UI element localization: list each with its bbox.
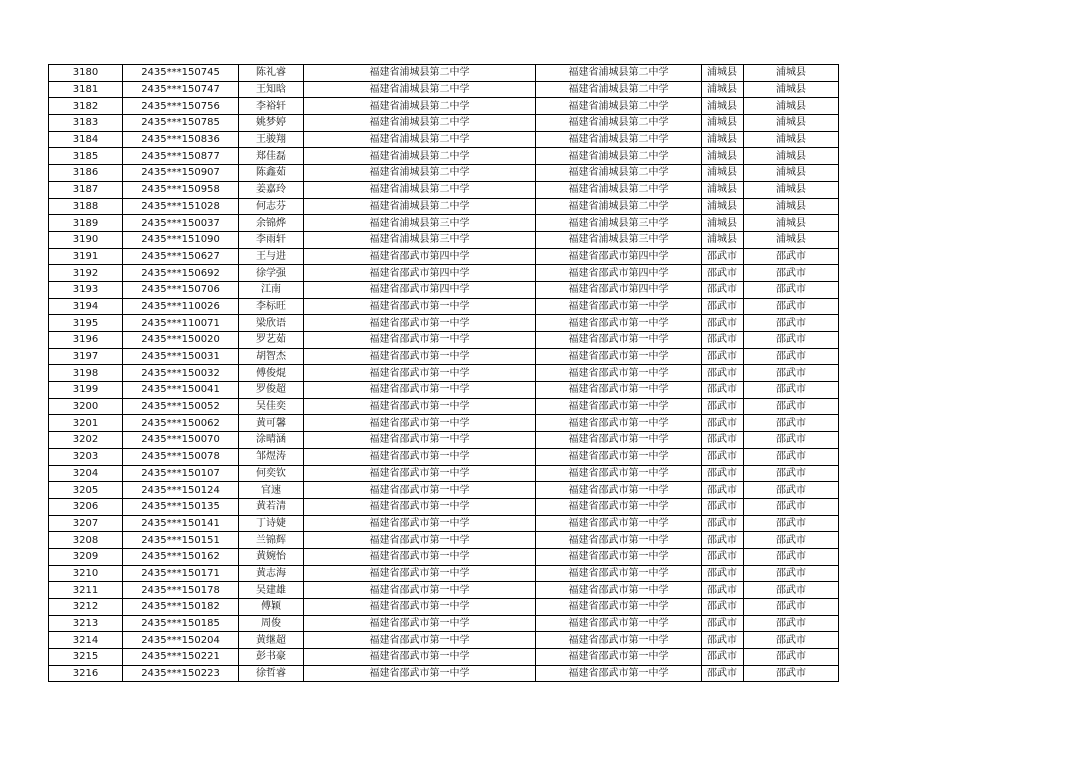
serial-number-cell: 3197 bbox=[49, 348, 123, 365]
county-cell: 邵武市 bbox=[702, 332, 744, 349]
student-name-cell: 彭书豪 bbox=[239, 649, 304, 666]
county-secondary-cell: 浦城县 bbox=[744, 165, 839, 182]
candidate-id-cell: 2435***150221 bbox=[123, 649, 239, 666]
school-cell: 福建省浦城县第二中学 bbox=[304, 131, 536, 148]
graduating-school-cell: 福建省邵武市第一中学 bbox=[536, 515, 702, 532]
serial-number-cell: 3200 bbox=[49, 398, 123, 415]
county-secondary-cell: 邵武市 bbox=[744, 465, 839, 482]
student-name-cell: 陈礼睿 bbox=[239, 65, 304, 82]
candidate-id-cell: 2435***110026 bbox=[123, 298, 239, 315]
candidate-id-cell: 2435***151090 bbox=[123, 231, 239, 248]
table-row bbox=[49, 615, 839, 632]
student-name-cell: 罗艺茹 bbox=[239, 332, 304, 349]
student-name-cell: 黄若清 bbox=[239, 498, 304, 515]
county-cell: 浦城县 bbox=[702, 198, 744, 215]
school-cell: 福建省浦城县第二中学 bbox=[304, 181, 536, 198]
county-cell: 浦城县 bbox=[702, 231, 744, 248]
county-cell: 邵武市 bbox=[702, 382, 744, 399]
candidate-id-cell: 2435***150223 bbox=[123, 665, 239, 682]
table-row bbox=[49, 181, 839, 198]
candidate-id-cell: 2435***150141 bbox=[123, 515, 239, 532]
table-row bbox=[49, 298, 839, 315]
student-name-cell: 何奕钦 bbox=[239, 465, 304, 482]
candidate-id-cell: 2435***150706 bbox=[123, 281, 239, 298]
table-row bbox=[49, 148, 839, 165]
graduating-school-cell: 福建省邵武市第一中学 bbox=[536, 465, 702, 482]
candidate-id-cell: 2435***150204 bbox=[123, 632, 239, 649]
table-row bbox=[49, 482, 839, 499]
student-name-cell: 涂晴涵 bbox=[239, 432, 304, 449]
graduating-school-cell: 福建省邵武市第一中学 bbox=[536, 649, 702, 666]
student-name-cell: 王知晗 bbox=[239, 81, 304, 98]
county-secondary-cell: 邵武市 bbox=[744, 532, 839, 549]
candidate-id-cell: 2435***150062 bbox=[123, 415, 239, 432]
candidate-id-cell: 2435***110071 bbox=[123, 315, 239, 332]
candidate-id-cell: 2435***151028 bbox=[123, 198, 239, 215]
results-table bbox=[48, 64, 839, 682]
school-cell: 福建省邵武市第一中学 bbox=[304, 398, 536, 415]
school-cell: 福建省邵武市第一中学 bbox=[304, 365, 536, 382]
table-row bbox=[49, 448, 839, 465]
student-name-cell: 李裕轩 bbox=[239, 98, 304, 115]
county-cell: 浦城县 bbox=[702, 215, 744, 232]
county-cell: 邵武市 bbox=[702, 315, 744, 332]
graduating-school-cell: 福建省邵武市第一中学 bbox=[536, 415, 702, 432]
student-name-cell: 吴建雄 bbox=[239, 582, 304, 599]
school-cell: 福建省邵武市第一中学 bbox=[304, 532, 536, 549]
graduating-school-cell: 福建省邵武市第一中学 bbox=[536, 482, 702, 499]
school-cell: 福建省邵武市第一中学 bbox=[304, 298, 536, 315]
table-row bbox=[49, 332, 839, 349]
graduating-school-cell: 福建省邵武市第一中学 bbox=[536, 632, 702, 649]
graduating-school-cell: 福建省邵武市第一中学 bbox=[536, 665, 702, 682]
school-cell: 福建省邵武市第四中学 bbox=[304, 281, 536, 298]
county-secondary-cell: 浦城县 bbox=[744, 181, 839, 198]
school-cell: 福建省浦城县第二中学 bbox=[304, 81, 536, 98]
county-cell: 邵武市 bbox=[702, 649, 744, 666]
serial-number-cell: 3199 bbox=[49, 382, 123, 399]
serial-number-cell: 3202 bbox=[49, 432, 123, 449]
student-name-cell: 姜嘉玲 bbox=[239, 181, 304, 198]
graduating-school-cell: 福建省邵武市第一中学 bbox=[536, 565, 702, 582]
table-row bbox=[49, 665, 839, 682]
school-cell: 福建省邵武市第一中学 bbox=[304, 382, 536, 399]
county-secondary-cell: 邵武市 bbox=[744, 615, 839, 632]
school-cell: 福建省邵武市第四中学 bbox=[304, 265, 536, 282]
school-cell: 福建省邵武市第一中学 bbox=[304, 332, 536, 349]
graduating-school-cell: 福建省浦城县第二中学 bbox=[536, 148, 702, 165]
student-name-cell: 李雨轩 bbox=[239, 231, 304, 248]
county-secondary-cell: 浦城县 bbox=[744, 231, 839, 248]
student-name-cell: 梁欣语 bbox=[239, 315, 304, 332]
candidate-id-cell: 2435***150836 bbox=[123, 131, 239, 148]
county-cell: 邵武市 bbox=[702, 548, 744, 565]
graduating-school-cell: 福建省邵武市第一中学 bbox=[536, 332, 702, 349]
school-cell: 福建省邵武市第一中学 bbox=[304, 482, 536, 499]
county-secondary-cell: 邵武市 bbox=[744, 515, 839, 532]
candidate-id-cell: 2435***150037 bbox=[123, 215, 239, 232]
candidate-id-cell: 2435***150745 bbox=[123, 65, 239, 82]
county-cell: 邵武市 bbox=[702, 632, 744, 649]
school-cell: 福建省邵武市第一中学 bbox=[304, 548, 536, 565]
table-row bbox=[49, 65, 839, 82]
serial-number-cell: 3216 bbox=[49, 665, 123, 682]
student-name-cell: 官速 bbox=[239, 482, 304, 499]
candidate-id-cell: 2435***150078 bbox=[123, 448, 239, 465]
county-secondary-cell: 浦城县 bbox=[744, 115, 839, 132]
student-name-cell: 徐学强 bbox=[239, 265, 304, 282]
serial-number-cell: 3188 bbox=[49, 198, 123, 215]
student-name-cell: 何志芬 bbox=[239, 198, 304, 215]
student-name-cell: 傅颖 bbox=[239, 599, 304, 616]
table-row bbox=[49, 532, 839, 549]
serial-number-cell: 3205 bbox=[49, 482, 123, 499]
school-cell: 福建省邵武市第一中学 bbox=[304, 565, 536, 582]
table-row bbox=[49, 248, 839, 265]
candidate-id-cell: 2435***150185 bbox=[123, 615, 239, 632]
county-secondary-cell: 邵武市 bbox=[744, 265, 839, 282]
student-name-cell: 邹煜涛 bbox=[239, 448, 304, 465]
county-cell: 浦城县 bbox=[702, 165, 744, 182]
student-name-cell: 黄志海 bbox=[239, 565, 304, 582]
school-cell: 福建省邵武市第一中学 bbox=[304, 665, 536, 682]
table-row bbox=[49, 432, 839, 449]
candidate-id-cell: 2435***150031 bbox=[123, 348, 239, 365]
candidate-id-cell: 2435***150692 bbox=[123, 265, 239, 282]
county-secondary-cell: 邵武市 bbox=[744, 365, 839, 382]
graduating-school-cell: 福建省浦城县第二中学 bbox=[536, 181, 702, 198]
graduating-school-cell: 福建省邵武市第一中学 bbox=[536, 615, 702, 632]
county-secondary-cell: 邵武市 bbox=[744, 482, 839, 499]
table-row bbox=[49, 165, 839, 182]
county-secondary-cell: 邵武市 bbox=[744, 498, 839, 515]
table-row bbox=[49, 81, 839, 98]
table-row bbox=[49, 315, 839, 332]
school-cell: 福建省邵武市第一中学 bbox=[304, 615, 536, 632]
table-row bbox=[49, 98, 839, 115]
candidate-id-cell: 2435***150135 bbox=[123, 498, 239, 515]
graduating-school-cell: 福建省邵武市第一中学 bbox=[536, 532, 702, 549]
county-secondary-cell: 邵武市 bbox=[744, 448, 839, 465]
county-secondary-cell: 浦城县 bbox=[744, 198, 839, 215]
county-secondary-cell: 邵武市 bbox=[744, 548, 839, 565]
school-cell: 福建省邵武市第一中学 bbox=[304, 515, 536, 532]
graduating-school-cell: 福建省邵武市第一中学 bbox=[536, 599, 702, 616]
county-secondary-cell: 邵武市 bbox=[744, 432, 839, 449]
graduating-school-cell: 福建省浦城县第二中学 bbox=[536, 65, 702, 82]
graduating-school-cell: 福建省邵武市第一中学 bbox=[536, 348, 702, 365]
student-name-cell: 傅俊焜 bbox=[239, 365, 304, 382]
serial-number-cell: 3184 bbox=[49, 131, 123, 148]
school-cell: 福建省邵武市第一中学 bbox=[304, 582, 536, 599]
student-name-cell: 兰锦辉 bbox=[239, 532, 304, 549]
serial-number-cell: 3198 bbox=[49, 365, 123, 382]
county-secondary-cell: 邵武市 bbox=[744, 398, 839, 415]
county-cell: 邵武市 bbox=[702, 665, 744, 682]
school-cell: 福建省邵武市第一中学 bbox=[304, 315, 536, 332]
county-secondary-cell: 浦城县 bbox=[744, 148, 839, 165]
serial-number-cell: 3180 bbox=[49, 65, 123, 82]
school-cell: 福建省浦城县第二中学 bbox=[304, 165, 536, 182]
graduating-school-cell: 福建省邵武市第一中学 bbox=[536, 432, 702, 449]
county-secondary-cell: 浦城县 bbox=[744, 65, 839, 82]
county-cell: 邵武市 bbox=[702, 465, 744, 482]
county-cell: 邵武市 bbox=[702, 615, 744, 632]
graduating-school-cell: 福建省浦城县第二中学 bbox=[536, 115, 702, 132]
serial-number-cell: 3201 bbox=[49, 415, 123, 432]
graduating-school-cell: 福建省邵武市第一中学 bbox=[536, 582, 702, 599]
student-name-cell: 江南 bbox=[239, 281, 304, 298]
county-cell: 邵武市 bbox=[702, 432, 744, 449]
county-cell: 邵武市 bbox=[702, 348, 744, 365]
county-secondary-cell: 邵武市 bbox=[744, 298, 839, 315]
graduating-school-cell: 福建省邵武市第一中学 bbox=[536, 382, 702, 399]
county-secondary-cell: 邵武市 bbox=[744, 382, 839, 399]
serial-number-cell: 3203 bbox=[49, 448, 123, 465]
serial-number-cell: 3208 bbox=[49, 532, 123, 549]
graduating-school-cell: 福建省邵武市第一中学 bbox=[536, 298, 702, 315]
school-cell: 福建省邵武市第一中学 bbox=[304, 599, 536, 616]
student-name-cell: 王骏翔 bbox=[239, 131, 304, 148]
table-row bbox=[49, 115, 839, 132]
school-cell: 福建省浦城县第二中学 bbox=[304, 148, 536, 165]
table-row bbox=[49, 415, 839, 432]
student-name-cell: 胡智杰 bbox=[239, 348, 304, 365]
serial-number-cell: 3185 bbox=[49, 148, 123, 165]
school-cell: 福建省邵武市第一中学 bbox=[304, 649, 536, 666]
county-secondary-cell: 浦城县 bbox=[744, 215, 839, 232]
school-cell: 福建省邵武市第四中学 bbox=[304, 248, 536, 265]
county-secondary-cell: 邵武市 bbox=[744, 332, 839, 349]
table-row bbox=[49, 582, 839, 599]
serial-number-cell: 3195 bbox=[49, 315, 123, 332]
county-cell: 邵武市 bbox=[702, 482, 744, 499]
table-row bbox=[49, 565, 839, 582]
county-cell: 邵武市 bbox=[702, 298, 744, 315]
candidate-id-cell: 2435***150052 bbox=[123, 398, 239, 415]
county-cell: 邵武市 bbox=[702, 448, 744, 465]
serial-number-cell: 3204 bbox=[49, 465, 123, 482]
candidate-id-cell: 2435***150182 bbox=[123, 599, 239, 616]
student-name-cell: 黄继超 bbox=[239, 632, 304, 649]
table-row bbox=[49, 548, 839, 565]
serial-number-cell: 3196 bbox=[49, 332, 123, 349]
serial-number-cell: 3193 bbox=[49, 281, 123, 298]
graduating-school-cell: 福建省邵武市第四中学 bbox=[536, 281, 702, 298]
school-cell: 福建省浦城县第三中学 bbox=[304, 231, 536, 248]
table-row bbox=[49, 198, 839, 215]
student-name-cell: 徐哲睿 bbox=[239, 665, 304, 682]
table-row bbox=[49, 498, 839, 515]
school-cell: 福建省邵武市第一中学 bbox=[304, 432, 536, 449]
graduating-school-cell: 福建省浦城县第二中学 bbox=[536, 198, 702, 215]
candidate-id-cell: 2435***150785 bbox=[123, 115, 239, 132]
table-row bbox=[49, 465, 839, 482]
graduating-school-cell: 福建省邵武市第一中学 bbox=[536, 398, 702, 415]
school-cell: 福建省邵武市第一中学 bbox=[304, 415, 536, 432]
county-secondary-cell: 邵武市 bbox=[744, 665, 839, 682]
student-name-cell: 罗俊超 bbox=[239, 382, 304, 399]
table-row bbox=[49, 348, 839, 365]
county-cell: 邵武市 bbox=[702, 532, 744, 549]
student-name-cell: 黄婉怡 bbox=[239, 548, 304, 565]
serial-number-cell: 3191 bbox=[49, 248, 123, 265]
county-secondary-cell: 浦城县 bbox=[744, 131, 839, 148]
table-row bbox=[49, 649, 839, 666]
county-cell: 浦城县 bbox=[702, 65, 744, 82]
county-cell: 邵武市 bbox=[702, 582, 744, 599]
school-cell: 福建省邵武市第一中学 bbox=[304, 348, 536, 365]
county-cell: 邵武市 bbox=[702, 398, 744, 415]
graduating-school-cell: 福建省邵武市第四中学 bbox=[536, 265, 702, 282]
serial-number-cell: 3210 bbox=[49, 565, 123, 582]
table-row bbox=[49, 365, 839, 382]
candidate-id-cell: 2435***150756 bbox=[123, 98, 239, 115]
candidate-id-cell: 2435***150070 bbox=[123, 432, 239, 449]
county-cell: 邵武市 bbox=[702, 498, 744, 515]
table-row bbox=[49, 281, 839, 298]
candidate-id-cell: 2435***150627 bbox=[123, 248, 239, 265]
candidate-id-cell: 2435***150107 bbox=[123, 465, 239, 482]
county-secondary-cell: 邵武市 bbox=[744, 649, 839, 666]
candidate-id-cell: 2435***150178 bbox=[123, 582, 239, 599]
student-name-cell: 黄可馨 bbox=[239, 415, 304, 432]
candidate-id-cell: 2435***150958 bbox=[123, 181, 239, 198]
candidate-id-cell: 2435***150877 bbox=[123, 148, 239, 165]
candidate-id-cell: 2435***150747 bbox=[123, 81, 239, 98]
county-cell: 邵武市 bbox=[702, 515, 744, 532]
serial-number-cell: 3190 bbox=[49, 231, 123, 248]
student-name-cell: 王与进 bbox=[239, 248, 304, 265]
serial-number-cell: 3181 bbox=[49, 81, 123, 98]
school-cell: 福建省邵武市第一中学 bbox=[304, 448, 536, 465]
serial-number-cell: 3207 bbox=[49, 515, 123, 532]
table-body bbox=[49, 65, 839, 682]
student-name-cell: 姚梦婷 bbox=[239, 115, 304, 132]
county-cell: 浦城县 bbox=[702, 81, 744, 98]
county-cell: 邵武市 bbox=[702, 415, 744, 432]
serial-number-cell: 3209 bbox=[49, 548, 123, 565]
table-row bbox=[49, 515, 839, 532]
graduating-school-cell: 福建省邵武市第一中学 bbox=[536, 548, 702, 565]
county-cell: 邵武市 bbox=[702, 365, 744, 382]
student-name-cell: 余锦烨 bbox=[239, 215, 304, 232]
school-cell: 福建省浦城县第二中学 bbox=[304, 115, 536, 132]
county-secondary-cell: 邵武市 bbox=[744, 248, 839, 265]
serial-number-cell: 3187 bbox=[49, 181, 123, 198]
county-secondary-cell: 邵武市 bbox=[744, 415, 839, 432]
county-secondary-cell: 邵武市 bbox=[744, 348, 839, 365]
county-secondary-cell: 邵武市 bbox=[744, 565, 839, 582]
county-cell: 邵武市 bbox=[702, 248, 744, 265]
county-cell: 浦城县 bbox=[702, 148, 744, 165]
candidate-id-cell: 2435***150041 bbox=[123, 382, 239, 399]
county-cell: 浦城县 bbox=[702, 98, 744, 115]
table-row bbox=[49, 131, 839, 148]
county-cell: 邵武市 bbox=[702, 265, 744, 282]
serial-number-cell: 3183 bbox=[49, 115, 123, 132]
graduating-school-cell: 福建省邵武市第一中学 bbox=[536, 498, 702, 515]
serial-number-cell: 3189 bbox=[49, 215, 123, 232]
county-cell: 邵武市 bbox=[702, 565, 744, 582]
serial-number-cell: 3186 bbox=[49, 165, 123, 182]
county-cell: 邵武市 bbox=[702, 599, 744, 616]
graduating-school-cell: 福建省邵武市第一中学 bbox=[536, 448, 702, 465]
serial-number-cell: 3206 bbox=[49, 498, 123, 515]
county-secondary-cell: 浦城县 bbox=[744, 81, 839, 98]
graduating-school-cell: 福建省浦城县第二中学 bbox=[536, 98, 702, 115]
candidate-id-cell: 2435***150020 bbox=[123, 332, 239, 349]
serial-number-cell: 3213 bbox=[49, 615, 123, 632]
school-cell: 福建省浦城县第三中学 bbox=[304, 215, 536, 232]
county-cell: 浦城县 bbox=[702, 131, 744, 148]
county-secondary-cell: 邵武市 bbox=[744, 281, 839, 298]
school-cell: 福建省浦城县第二中学 bbox=[304, 98, 536, 115]
candidate-id-cell: 2435***150032 bbox=[123, 365, 239, 382]
student-name-cell: 周俊 bbox=[239, 615, 304, 632]
county-cell: 浦城县 bbox=[702, 115, 744, 132]
table-row bbox=[49, 265, 839, 282]
candidate-id-cell: 2435***150171 bbox=[123, 565, 239, 582]
graduating-school-cell: 福建省浦城县第二中学 bbox=[536, 165, 702, 182]
graduating-school-cell: 福建省浦城县第二中学 bbox=[536, 81, 702, 98]
table-row bbox=[49, 398, 839, 415]
student-name-cell: 郑佳磊 bbox=[239, 148, 304, 165]
serial-number-cell: 3212 bbox=[49, 599, 123, 616]
county-secondary-cell: 邵武市 bbox=[744, 315, 839, 332]
student-name-cell: 陈鑫茹 bbox=[239, 165, 304, 182]
graduating-school-cell: 福建省邵武市第一中学 bbox=[536, 365, 702, 382]
candidate-id-cell: 2435***150907 bbox=[123, 165, 239, 182]
serial-number-cell: 3214 bbox=[49, 632, 123, 649]
graduating-school-cell: 福建省邵武市第一中学 bbox=[536, 315, 702, 332]
school-cell: 福建省浦城县第二中学 bbox=[304, 198, 536, 215]
serial-number-cell: 3211 bbox=[49, 582, 123, 599]
table-row bbox=[49, 231, 839, 248]
county-secondary-cell: 浦城县 bbox=[744, 98, 839, 115]
graduating-school-cell: 福建省浦城县第三中学 bbox=[536, 231, 702, 248]
table-row bbox=[49, 632, 839, 649]
graduating-school-cell: 福建省浦城县第二中学 bbox=[536, 131, 702, 148]
table-row bbox=[49, 382, 839, 399]
school-cell: 福建省浦城县第二中学 bbox=[304, 65, 536, 82]
student-name-cell: 李标旺 bbox=[239, 298, 304, 315]
county-secondary-cell: 邵武市 bbox=[744, 582, 839, 599]
candidate-id-cell: 2435***150151 bbox=[123, 532, 239, 549]
table-row bbox=[49, 599, 839, 616]
candidate-id-cell: 2435***150124 bbox=[123, 482, 239, 499]
serial-number-cell: 3182 bbox=[49, 98, 123, 115]
student-name-cell: 丁诗婕 bbox=[239, 515, 304, 532]
graduating-school-cell: 福建省浦城县第三中学 bbox=[536, 215, 702, 232]
serial-number-cell: 3215 bbox=[49, 649, 123, 666]
candidate-id-cell: 2435***150162 bbox=[123, 548, 239, 565]
serial-number-cell: 3194 bbox=[49, 298, 123, 315]
county-secondary-cell: 邵武市 bbox=[744, 599, 839, 616]
county-cell: 浦城县 bbox=[702, 181, 744, 198]
school-cell: 福建省邵武市第一中学 bbox=[304, 498, 536, 515]
school-cell: 福建省邵武市第一中学 bbox=[304, 465, 536, 482]
county-secondary-cell: 邵武市 bbox=[744, 632, 839, 649]
school-cell: 福建省邵武市第一中学 bbox=[304, 632, 536, 649]
serial-number-cell: 3192 bbox=[49, 265, 123, 282]
graduating-school-cell: 福建省邵武市第四中学 bbox=[536, 248, 702, 265]
county-cell: 邵武市 bbox=[702, 281, 744, 298]
student-name-cell: 吴佳奕 bbox=[239, 398, 304, 415]
table-row bbox=[49, 215, 839, 232]
